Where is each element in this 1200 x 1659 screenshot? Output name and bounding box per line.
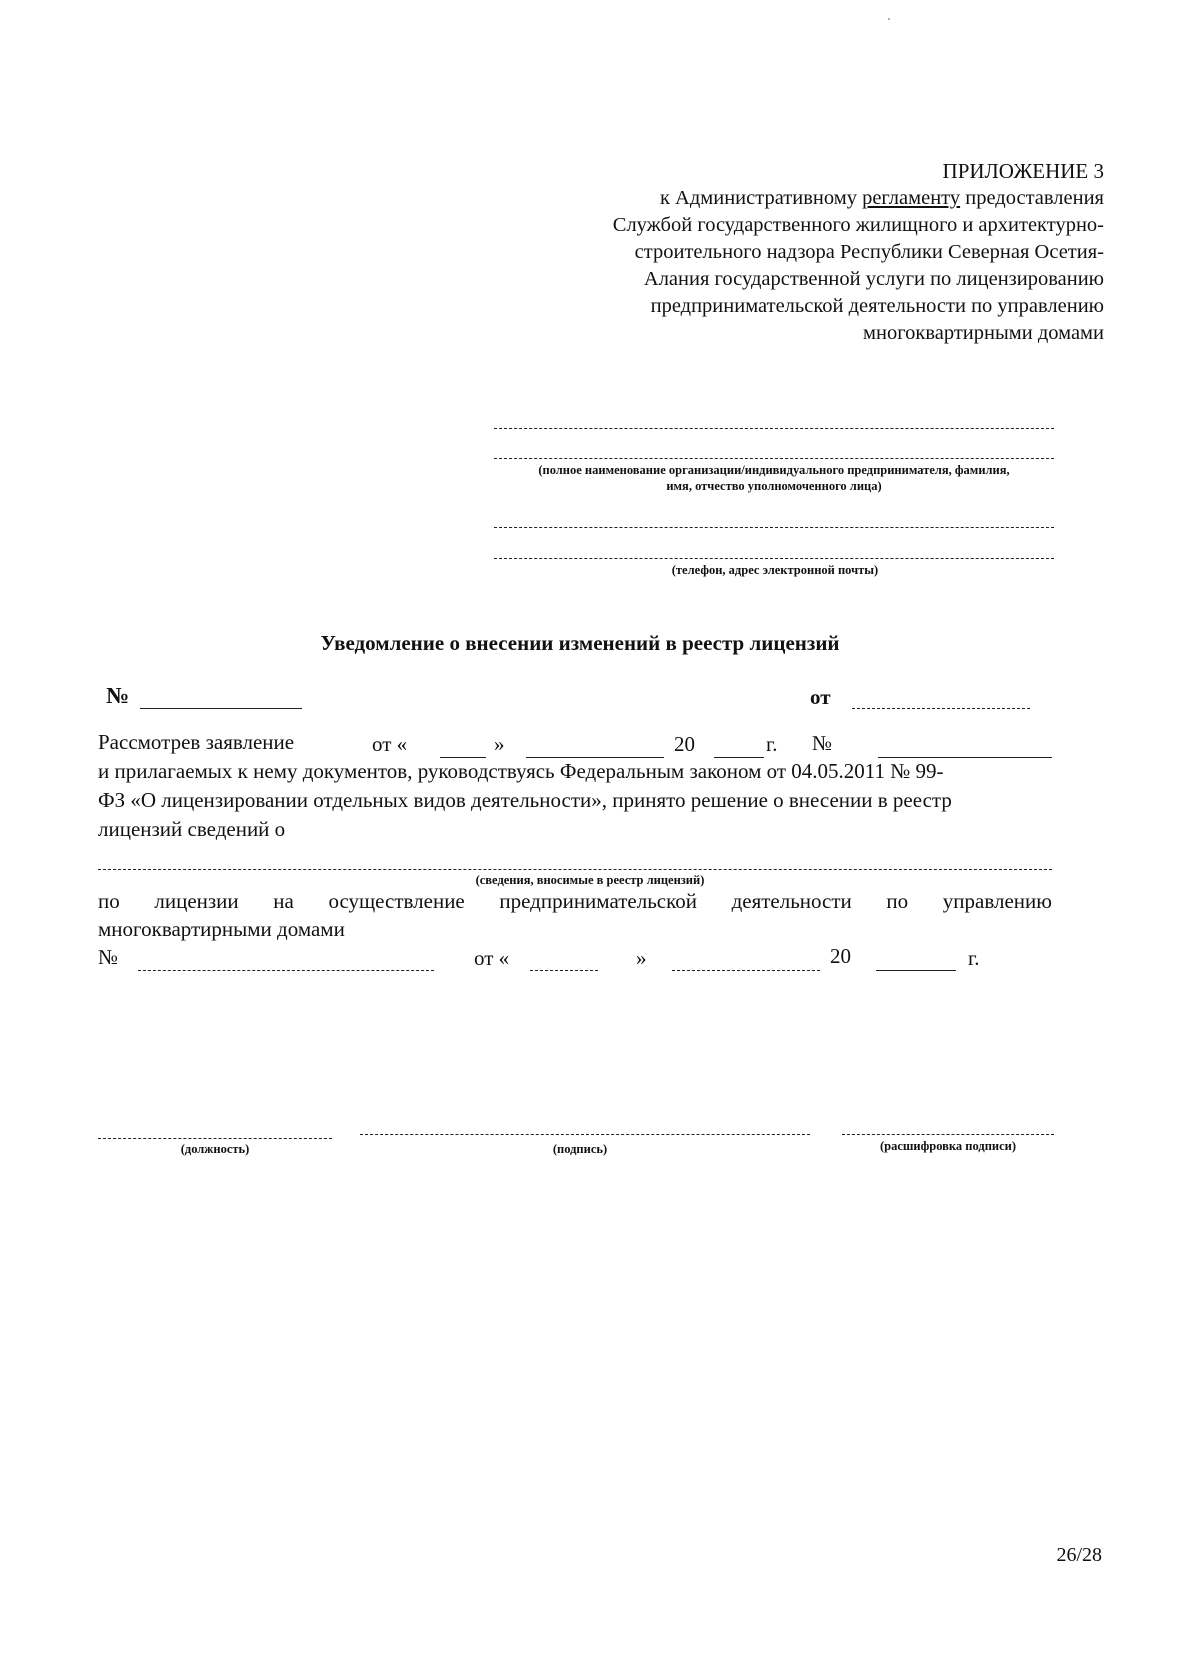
license-quote-close: »: [636, 946, 647, 970]
addressee-name-caption-2: имя, отчество уполномоченного лица): [666, 479, 882, 493]
application-year-prefix: 20: [674, 732, 695, 756]
decision-paragraph: [98, 757, 1058, 844]
notice-date-field[interactable]: [852, 708, 1030, 709]
addressee-contacts-field-1[interactable]: [494, 527, 1054, 528]
notice-date-label: от: [810, 685, 831, 709]
scan-speck: [888, 18, 890, 20]
registry-info-field[interactable]: [98, 869, 1052, 870]
license-word: на: [273, 889, 294, 913]
license-line-2: многоквартирными домами: [98, 917, 345, 941]
license-word: управлению: [942, 889, 1052, 913]
page-number: 26/28: [1056, 1544, 1102, 1566]
appendix-line-4: Алания государственной услуги по лицензированию: [643, 268, 1104, 290]
appendix-line-1: [544, 185, 1104, 212]
addressee-name-caption-1: (полное наименование организации/индивидуального предпринимателя, фамилия,: [538, 463, 1010, 477]
license-word: по: [886, 889, 909, 913]
appendix-header: [544, 158, 1104, 347]
appendix-line-2: Службой государственного жилищного и архитектурно-: [612, 214, 1104, 236]
decision-line-3: лицензий сведений о: [98, 817, 286, 841]
license-word: осуществление: [328, 889, 465, 913]
considered-label: Рассмотрев заявление: [98, 730, 295, 754]
license-word: лицензии: [154, 889, 239, 913]
addressee-name-field-1[interactable]: [494, 428, 1054, 429]
notice-number-field[interactable]: [140, 708, 302, 709]
signature-decoding-field[interactable]: [842, 1134, 1054, 1135]
notice-number-label: №: [106, 683, 130, 708]
license-word: по: [98, 889, 120, 913]
position-field[interactable]: [98, 1138, 332, 1139]
license-year-suffix: г.: [968, 946, 980, 970]
signature-decoding-caption: (расшифровка подписи): [879, 1139, 1017, 1153]
addressee-name-field-2[interactable]: [494, 458, 1054, 459]
license-day-field[interactable]: [530, 970, 598, 971]
addressee-name-caption: [494, 462, 1054, 494]
document-title: Уведомление о внесении изменений в реестр лицензий: [320, 631, 840, 655]
signature-field[interactable]: [360, 1134, 810, 1135]
license-word: предпринимательской: [499, 889, 697, 913]
license-year-field[interactable]: [876, 970, 956, 971]
license-year-prefix: 20: [830, 944, 851, 968]
license-number-field[interactable]: [138, 970, 434, 971]
license-from-open: от «: [474, 946, 510, 970]
addressee-contacts-field-2[interactable]: [494, 558, 1054, 559]
license-word: деятельности: [731, 889, 852, 913]
license-number-label: №: [98, 945, 119, 969]
regulation-link[interactable]: регламенту: [862, 187, 961, 209]
decision-line-2: ФЗ «О лицензировании отдельных видов деятельности», принято решение о внесении в реестр: [98, 788, 952, 812]
application-quote-close: »: [494, 732, 505, 756]
appendix-line-1-post: предоставления: [960, 187, 1104, 209]
appendix-number: ПРИЛОЖЕНИЕ 3: [942, 159, 1104, 183]
registry-info-caption: (сведения, вносимые в реестр лицензий): [475, 873, 705, 887]
addressee-contacts-caption: (телефон, адрес электронной почты): [671, 563, 879, 577]
license-line-1: [98, 888, 1052, 914]
appendix-line-5: предпринимательской деятельности по управлению: [650, 295, 1104, 317]
appendix-line-1-pre: к Административному: [659, 187, 863, 209]
application-year-suffix: г.: [766, 732, 778, 756]
position-caption: (должность): [180, 1142, 250, 1156]
license-month-field[interactable]: [672, 970, 820, 971]
signature-caption: (подпись): [552, 1142, 608, 1156]
appendix-line-6: многоквартирными домами: [863, 322, 1104, 344]
application-number-label: №: [812, 731, 833, 755]
appendix-line-3: строительного надзора Республики Северная Осетия-: [634, 241, 1104, 263]
decision-line-1: и прилагаемых к нему документов, руководствуясь Федеральным законом от 04.05.2011 № 99-: [98, 759, 944, 783]
application-from-open: от «: [372, 732, 408, 756]
